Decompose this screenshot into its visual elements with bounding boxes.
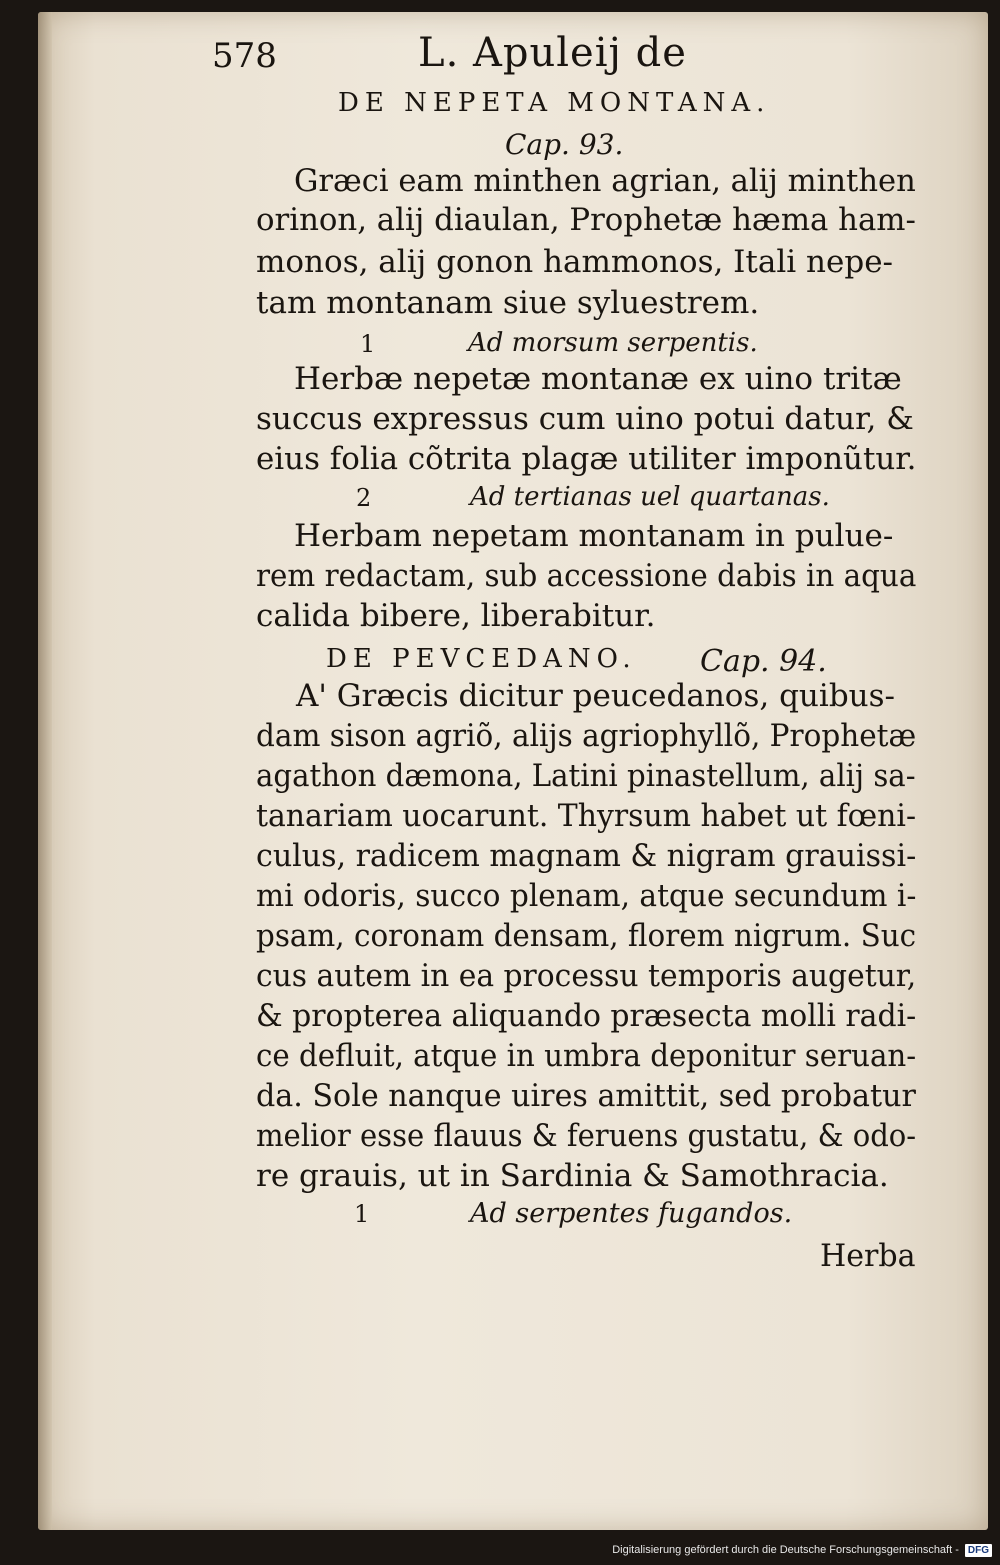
- ch93-remedy2-line-1: Herbam nepetam montanam in pulue-: [294, 518, 894, 554]
- ch94-line-13: re grauis, ut in Sardinia & Samothracia.: [256, 1158, 889, 1194]
- ch94-line-1: A' Græcis dicitur peucedanos, quibus-: [296, 678, 896, 714]
- ch94-remedy1-number: 1: [354, 1200, 370, 1228]
- page-gutter-shadow: [38, 12, 52, 1530]
- ch94-line-5: culus, radicem magnam & nigram grauissi-: [256, 838, 917, 874]
- ch93-remedy1-line-1: Herbæ nepetæ montanæ ex uino tritæ: [294, 361, 902, 397]
- ch93-remedy2-line-3: calida bibere, liberabitur.: [256, 598, 656, 634]
- chapter-94-title: DE PEVCEDANO.: [326, 644, 637, 674]
- ch93-remedy1-heading: Ad morsum serpentis.: [468, 328, 758, 358]
- dfg-logo-icon: DFG: [965, 1544, 992, 1557]
- chapter-93-cap: Cap. 93.: [505, 128, 624, 161]
- ch93-remedy1-number: 1: [360, 330, 376, 358]
- ch94-line-4: tanariam uocarunt. Thyrsum habet ut fœni-: [256, 798, 917, 834]
- ch94-line-8: cus autem in ea processu temporis augetur,: [256, 958, 917, 994]
- ch93-remedy2-heading: Ad tertianas uel quartanas.: [470, 482, 830, 512]
- digitization-credit: [612, 1539, 992, 1561]
- ch93-line-2: orinon, alij diaulan, Prophetæ hæma ham-: [256, 202, 916, 238]
- ch93-remedy2-line-2: rem redactam, sub accessione dabis in aqua: [256, 558, 917, 594]
- running-title: L. Apuleij de: [418, 30, 687, 76]
- ch94-line-2: dam sison agriõ, alijs agriophyllõ, Prophetæ: [256, 718, 917, 754]
- ch94-line-11: da. Sole nanque uires amittit, sed probatur: [256, 1078, 916, 1114]
- ch93-remedy1-line-3: eius folia cõtrita plagæ utiliter imponũtur.: [256, 441, 917, 477]
- ch94-remedy1-heading: Ad serpentes fugandos.: [470, 1198, 793, 1229]
- ch94-line-9: & propterea aliquando præsecta molli radi-: [256, 998, 917, 1034]
- ch94-line-12: melior esse flauus & feruens gustatu, & odo-: [256, 1118, 917, 1154]
- ch93-remedy2-number: 2: [356, 484, 372, 512]
- ch93-line-4: tam montanam siue syluestrem.: [256, 285, 760, 321]
- ch94-line-10: ce defluit, atque in umbra deponitur seruan-: [256, 1038, 917, 1074]
- page-number: 578: [212, 36, 277, 76]
- ch93-remedy1-line-2: succus expressus cum uino potui datur, &: [256, 401, 914, 437]
- ch93-line-1: Græci eam minthen agrian, alij minthen: [294, 163, 916, 199]
- ch94-line-7: psam, coronam densam, florem nigrum. Suc: [256, 918, 917, 954]
- chapter-93-title: DE NEPETA MONTANA.: [338, 88, 771, 118]
- ch93-line-3: monos, alij gonon hammonos, Itali nepe-: [256, 244, 894, 280]
- chapter-94-cap: Cap. 94.: [700, 644, 827, 679]
- ch94-line-3: agathon dæmona, Latini pinastellum, alij sa-: [256, 758, 916, 794]
- catchword: Herba: [820, 1238, 916, 1274]
- credit-text: Digitalisierung gefördert durch die Deutsche Forschungsgemeinschaft -: [612, 1544, 959, 1556]
- ch94-line-6: mi odoris, succo plenam, atque secundum i-: [256, 878, 917, 914]
